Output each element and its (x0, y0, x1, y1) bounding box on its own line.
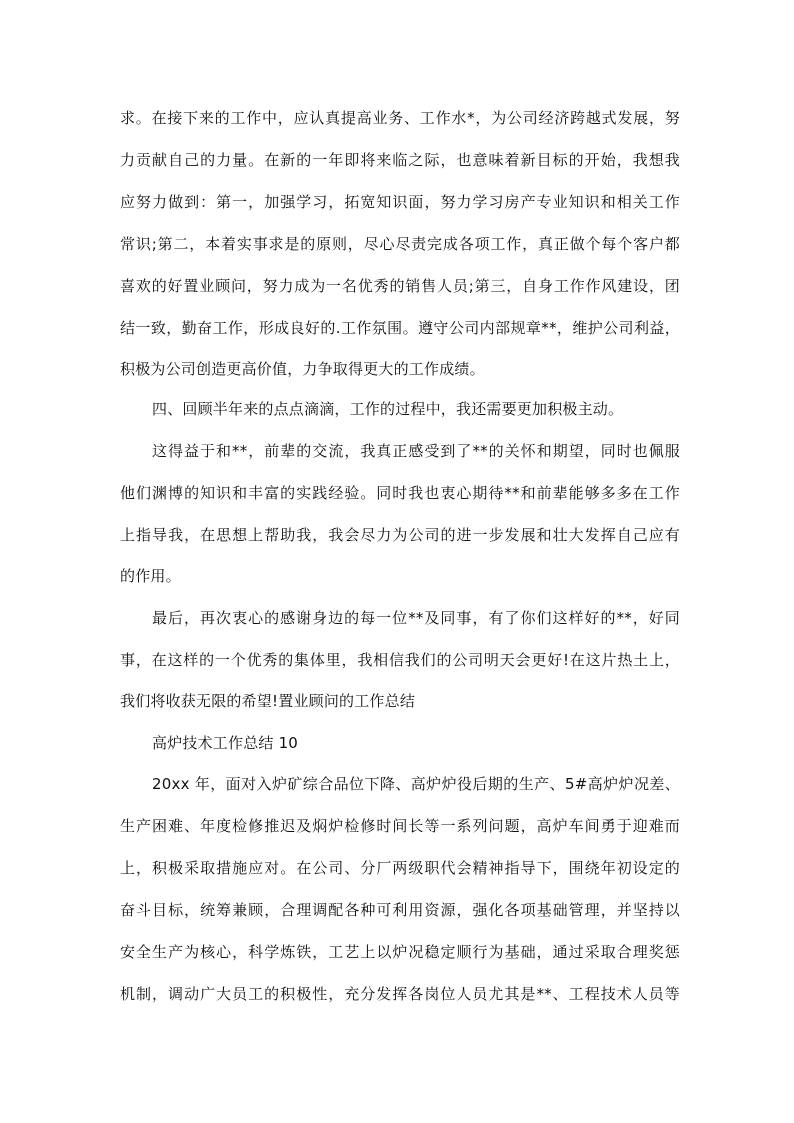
text-line: 事，在这样的一个优秀的集体里，我相信我们的公司明天会更好!在这片热土上， (120, 651, 680, 669)
paragraph-heading: 四、回顾半年来的点点滴滴，工作的过程中，我还需要更加积极主动。 (152, 400, 624, 418)
text-line: 我们将收获无限的希望!置业顾问的工作总结 (120, 692, 416, 710)
text-line: 奋斗目标，统筹兼顾，合理调配各种可利用资源，强化各项基础管理，并坚持以 (120, 901, 680, 919)
text-line: 喜欢的好置业顾问，努力成为一名优秀的销售人员;第三，自身工作作风建设，团 (120, 277, 680, 295)
text-line: 生产困难、年度检修推迟及焖炉检修时间长等一系列问题，高炉车间勇于迎难而 (120, 817, 680, 835)
text-line: 常识;第二，本着实事求是的原则，尽心尽责完成各项工作，真正做个每个客户都 (120, 235, 680, 253)
text-line: 最后，再次衷心的感谢身边的每一位**及同事，有了你们这样好的**，好同 (152, 609, 680, 627)
text-line: 安全生产为核心，科学炼铁，工艺上以炉况稳定顺行为基础，通过采取合理奖惩 (120, 943, 680, 961)
text-line: 求。在接下来的工作中，应认真提高业务、工作水*，为公司经济跨越式发展，努 (120, 109, 680, 127)
text-line: 力贡献自己的力量。在新的一年即将来临之际，也意味着新目标的开始，我想我 (120, 151, 680, 169)
text-line: 机制，调动广大员工的积极性，充分发挥各岗位人员尤其是**、工程技术人员等 (120, 985, 680, 1003)
text-line: 上指导我，在思想上帮助我，我会尽力为公司的进一步发展和壮大发挥自己应有 (120, 526, 680, 544)
text-line: 他们渊博的知识和丰富的实践经验。同时我也衷心期待**和前辈能够多多在工作 (120, 484, 680, 502)
text-line: 上，积极采取措施应对。在公司、分厂两级职代会精神指导下，围绕年初设定的 (120, 859, 680, 877)
text-line: 结一致，勤奋工作，形成良好的.工作氛围。遵守公司内部规章**，维护公司利益， (120, 319, 680, 337)
section-title: 高炉技术工作总结 10 (152, 734, 299, 752)
text-line: 积极为公司创造更高价值，力争取得更大的工作成绩。 (120, 360, 485, 378)
text-line: 的作用。 (120, 567, 181, 585)
text-line: 应努力做到：第一，加强学习，拓宽知识面，努力学习房产专业知识和相关工作 (120, 193, 680, 211)
text-line: 20xx 年，面对入炉矿综合品位下降、高炉炉役后期的生产、5#高炉炉况差、 (152, 775, 680, 793)
text-line: 这得益于和**，前辈的交流，我真正感受到了**的关怀和期望，同时也佩服 (152, 442, 680, 460)
